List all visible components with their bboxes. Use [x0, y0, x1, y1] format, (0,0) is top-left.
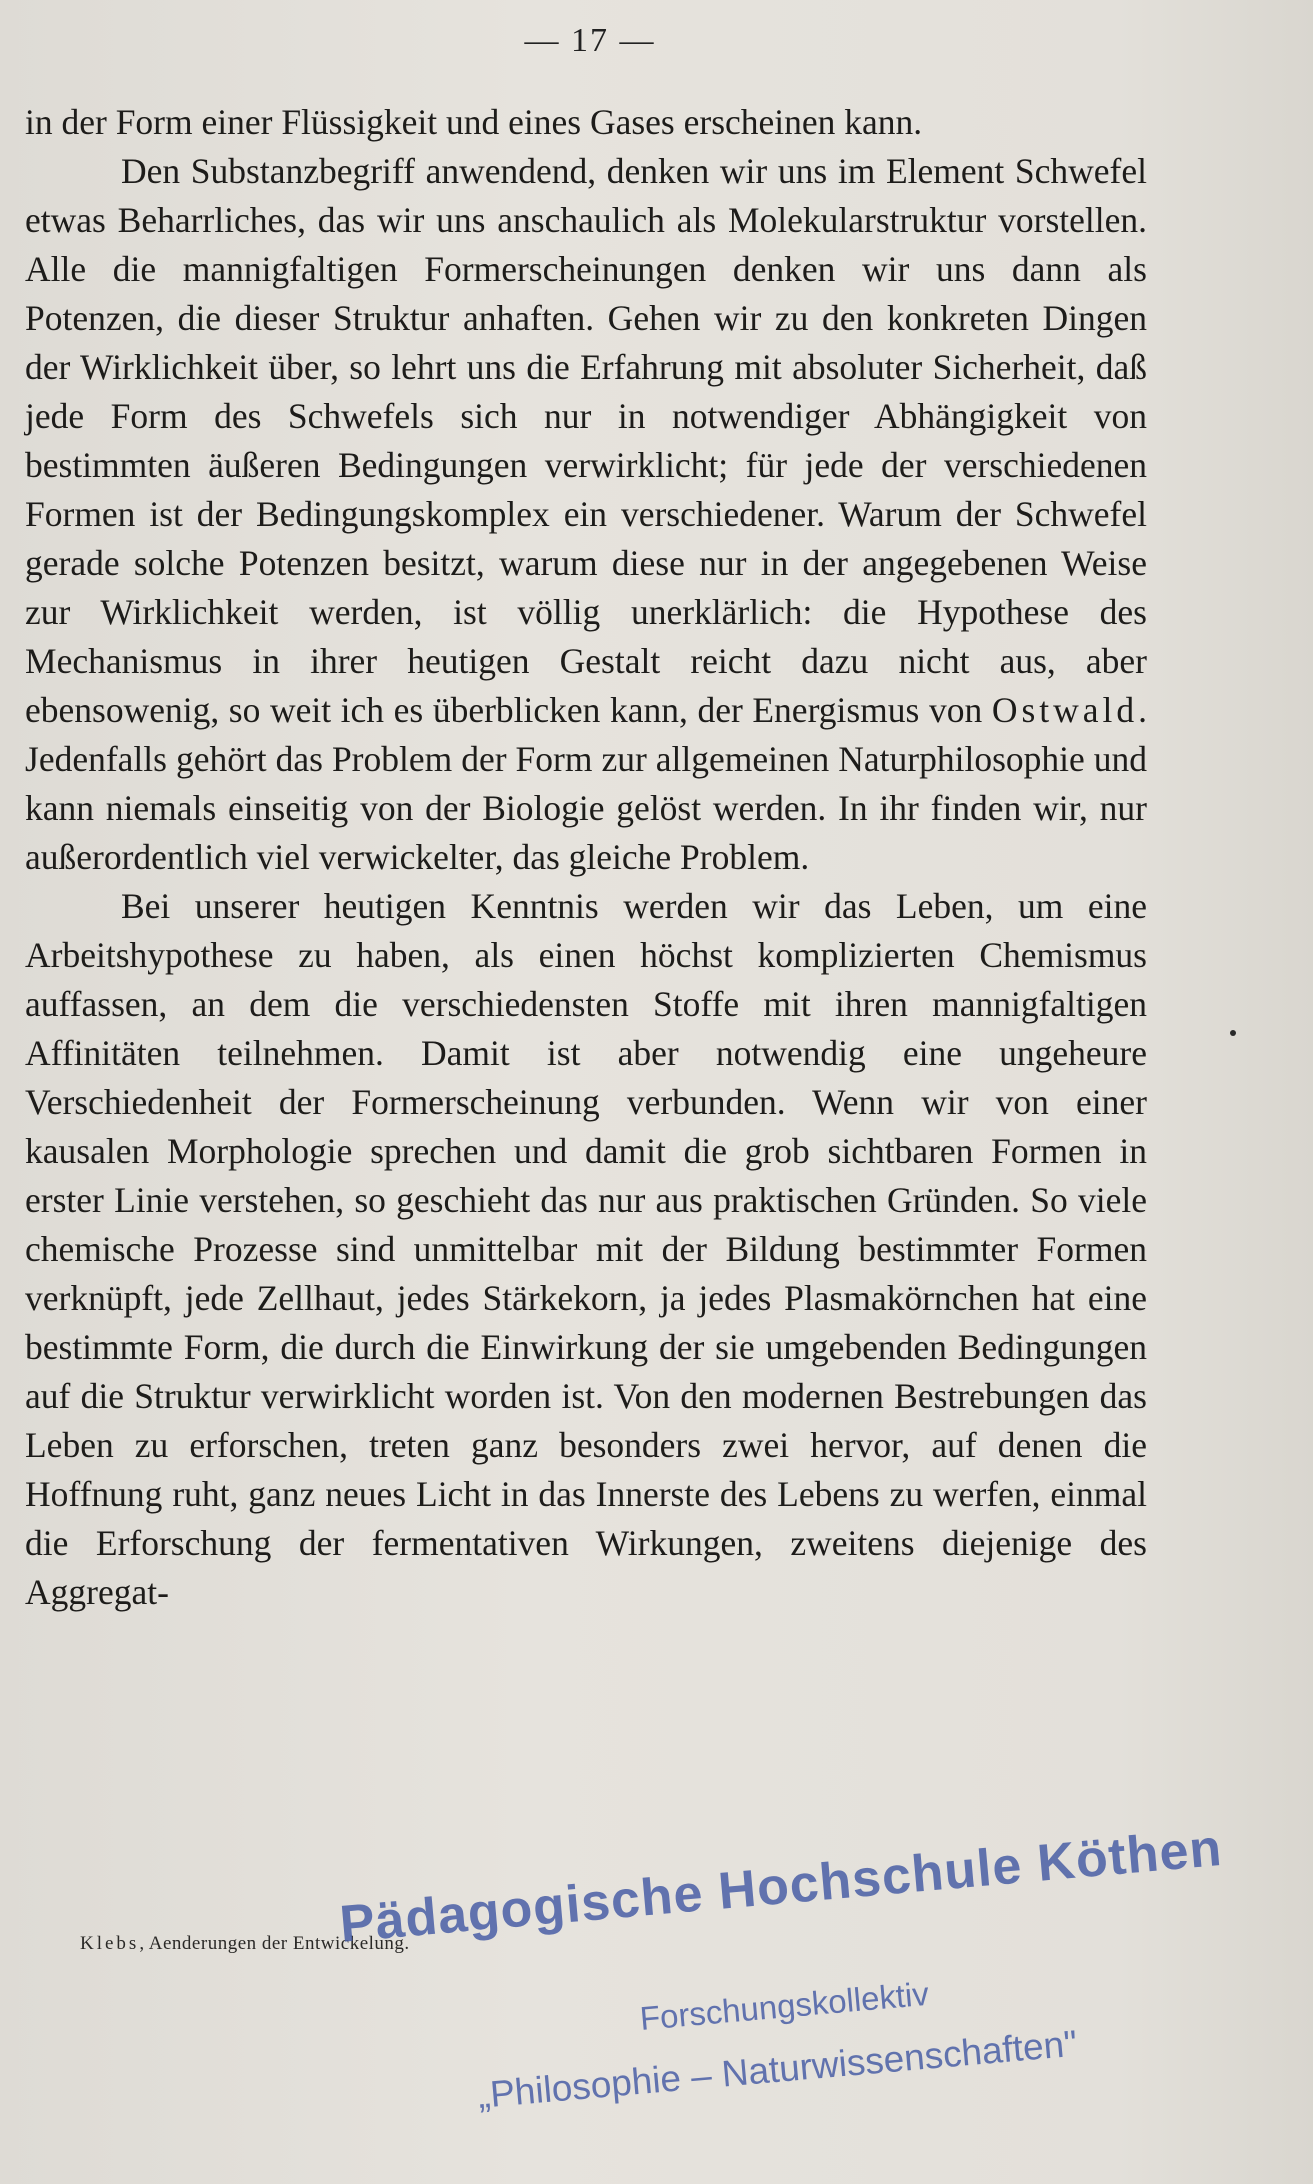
- signature-title: , Aenderungen der Entwickelung.: [139, 1933, 410, 1954]
- page-number: — 17 —: [524, 22, 656, 59]
- paragraph-2-tail: . Jedenfalls gehört das Problem der Form zur allgemeinen Naturphilosophie und kann niemals einseitig von der Biologie gelöst werden. In ihr finden wir, nur außerordentlich viel verwickelter, das gleiche Problem.: [25, 690, 1148, 877]
- library-stamp-collective: Forschungskollektiv: [638, 1974, 931, 2037]
- signature-author: Klebs: [80, 1933, 140, 1954]
- library-stamp-institution: Pädagogische Hochschule Köthen: [337, 1818, 1225, 1954]
- paragraph-2: [25, 147, 1147, 882]
- library-stamp-subject: „Philosophie – Naturwissenschaften": [476, 2022, 1079, 2116]
- ink-speck: [1230, 1030, 1236, 1036]
- spaced-name-ostwald: Ostwald: [991, 690, 1139, 730]
- paragraph-3: Bei unserer heutigen Kenntnis werden wir das Leben, um eine Arbeitshypothese zu haben, als einen höchst komplizierten Chemismus auffassen, an dem die verschiedensten Stoffe mit ihren mannigfaltigen Affinitäten teilnehmen. Damit ist aber notwendig eine ungeheure Verschiedenheit der Formerscheinung verbunden. Wenn wir von einer kausalen Morphologie sprechen und damit die grob sichtbaren Formen in erster Linie verstehen, so geschieht das nur aus praktischen Gründen. So viele chemische Prozesse sind unmittelbar mit der Bildung bestimmter Formen verknüpft, jede Zellhaut, jedes Stärkekorn, ja jedes Plasmakörnchen hat eine bestimmte Form, die durch die Einwirkung der sie umgebenden Bedingungen auf die Struktur verwirklicht worden ist. Von den modernen Bestrebungen das Leben zu erforschen, treten ganz besonders zwei hervor, auf denen die Hoffnung ruht, ganz neues Licht in das Innerste des Lebens zu werfen, einmal die Erforschung der fermentativen Wirkungen, zweitens diejenige des Aggregat-: [25, 886, 1147, 1612]
- paragraph-2-text: Den Substanzbegriff anwendend, denken wir uns im Element Schwefel etwas Beharrliches, das wir uns anschaulich als Molekularstruktur vorstellen. Alle die mannigfaltigen Formerscheinungen denken wir uns dann als Potenzen, die dieser Struktur anhaften. Gehen wir zu den konkreten Dingen der Wirklichkeit über, so lehrt uns die Erfahrung mit absoluter Sicherheit, daß jede Form des Schwefels sich nur in notwendiger Abhängigkeit von bestimmten äußeren Bedingungen verwirklicht; für jede der verschiedenen Formen ist der Bedingungskomplex ein verschiedener. Warum der Schwefel gerade solche Potenzen besitzt, warum diese nur in der angegebenen Weise zur Wirklichkeit werden, ist völlig unerklärlich: die Hypothese des Mechanismus in ihrer heutigen Gestalt reicht dazu nicht aus, aber ebensowenig, so weit ich es überblicken kann, der Energismus von: [25, 151, 1147, 730]
- paragraph-1: in der Form einer Flüssigkeit und eines Gases erscheinen kann.: [25, 102, 923, 142]
- body-text: [25, 98, 1147, 1617]
